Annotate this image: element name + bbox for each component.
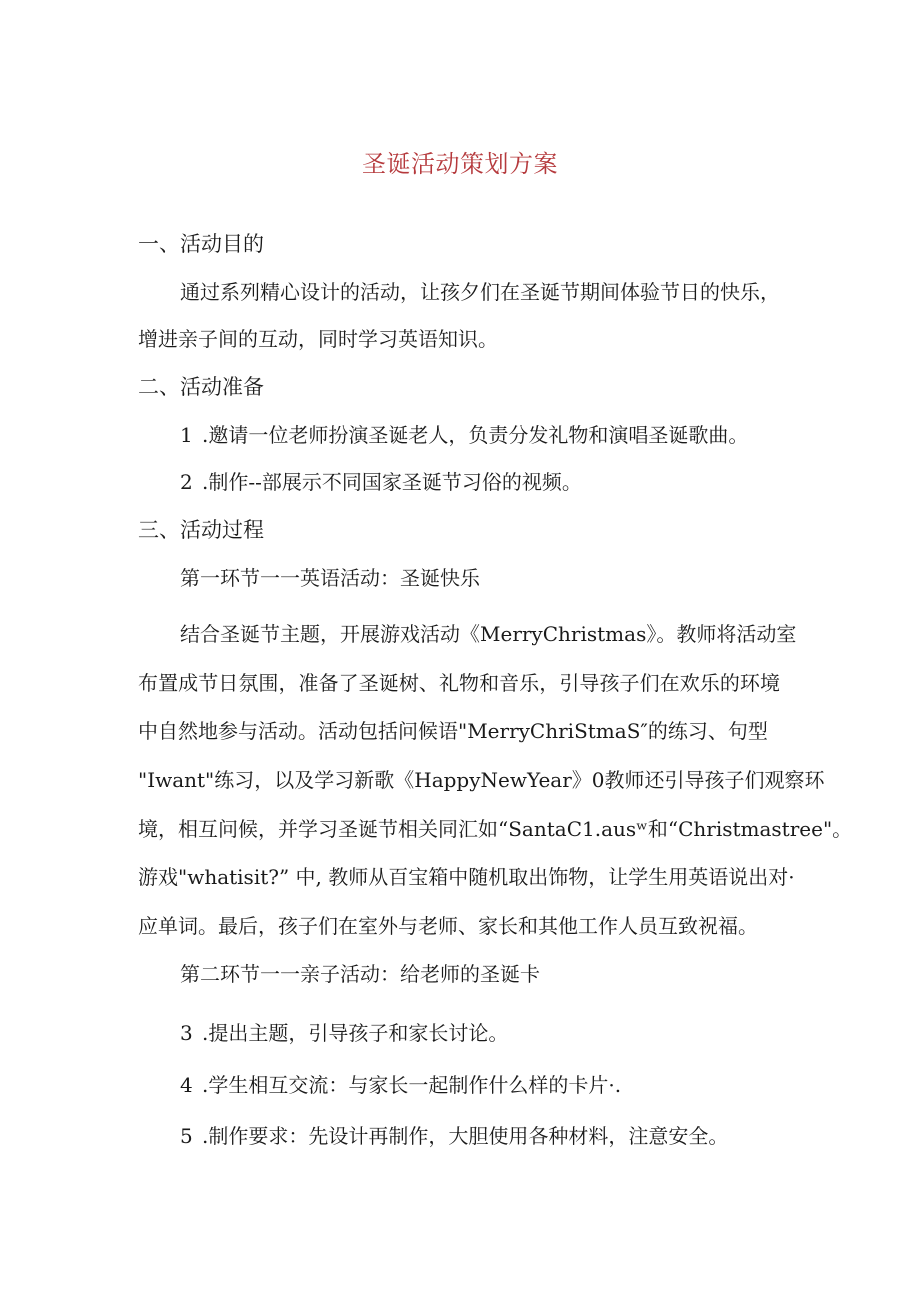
section-heading-process: 三、活动过程: [138, 518, 264, 542]
list-item-text: .提出主题，引导孩子和家长讨论。: [202, 1021, 509, 1045]
page-title: 圣诞活动策划方案: [362, 150, 558, 178]
purpose-paragraph-line: 增进亲子间的互动，同时学习英语知识。: [138, 327, 498, 351]
activity-paragraph-line: 布置成节日氛围，准备了圣诞树、礼物和音乐，引导孩子们在欢乐的环境: [138, 671, 780, 695]
subsection-title-parent-child-activity: 第二环节一一亲子活动：给老师的圣诞卡: [180, 962, 540, 986]
list-item: [180, 1019, 508, 1047]
activity-paragraph-line: 结合圣诞节主题，开展游戏活动《MerryChristmas》。教师将活动室: [180, 622, 797, 646]
list-item-number: 5: [180, 1124, 193, 1148]
list-item: [180, 1071, 621, 1099]
list-item-text: .制作要求：先设计再制作，大胆使用各种材料，注意安全。: [202, 1124, 729, 1148]
activity-paragraph-line: "Iwant"练习，以及学习新歌《HappyNewYear》0教师还引导孩子们观察环: [138, 768, 825, 792]
subsection-title-english-activity: 第一环节一一英语活动：圣诞快乐: [180, 566, 480, 590]
list-item-text: .制作--部展示不同国家圣诞节习俗的视频。: [202, 470, 582, 494]
list-item: [180, 1122, 728, 1150]
activity-paragraph-line: 中自然地参与活动。活动包括问候语"MerryChriStmaS″的练习、句型: [138, 719, 768, 743]
list-item: [180, 468, 582, 496]
list-item-number: 1: [180, 423, 193, 447]
list-item-number: 3: [180, 1021, 193, 1045]
list-item-number: 2: [180, 470, 193, 494]
section-heading-preparation: 二、活动准备: [138, 375, 264, 399]
section-heading-purpose: 一、活动目的: [138, 232, 264, 256]
purpose-paragraph-line: 通过系列精心设计的活动，让孩夕们在圣诞节期间体验节日的快乐，: [180, 280, 780, 304]
list-item-number: 4: [180, 1073, 193, 1097]
activity-paragraph-line: 境，相互问候，并学习圣诞节相关同汇如“SantaC1.ausʷ和“Christmastree"。: [138, 817, 853, 841]
list-item: [180, 421, 748, 449]
list-item-text: .学生相互交流：与家长一起制作什么样的卡片·.: [202, 1073, 622, 1097]
activity-paragraph-line: 应单词。最后，孩子们在室外与老师、家长和其他工作人员互致祝福。: [138, 914, 758, 938]
list-item-text: .邀请一位老师扮演圣诞老人，负责分发礼物和演唱圣诞歌曲。: [202, 423, 749, 447]
activity-paragraph-line: 游戏"whatisit?” 中, 教师从百宝箱中随机取出饰物，让学生用英语说出对·: [138, 865, 795, 889]
